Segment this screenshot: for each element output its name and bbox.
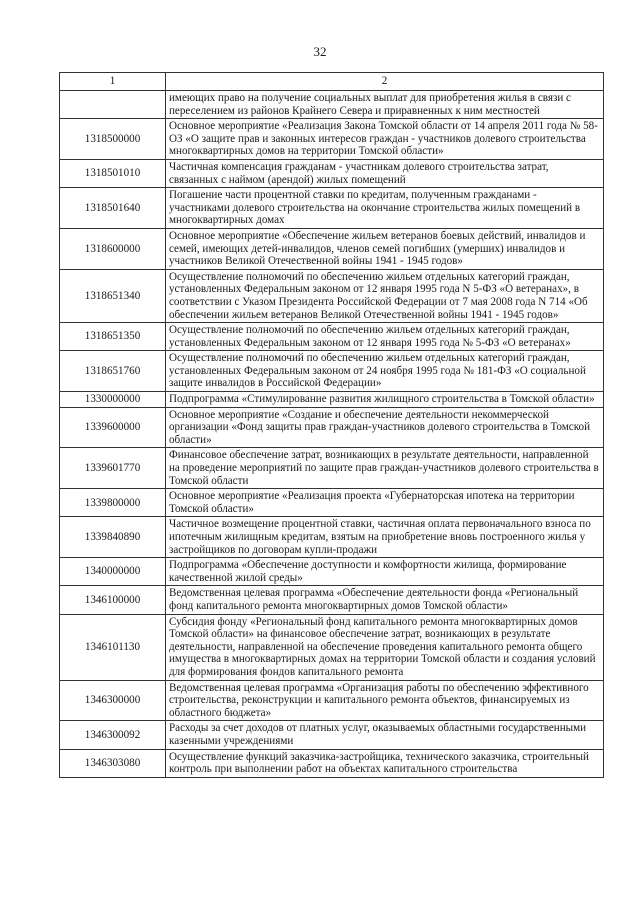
table-row [60, 489, 604, 517]
row-code: 1339800000 [60, 489, 166, 517]
table-row [60, 228, 604, 269]
row-description: Частичное возмещение процентной ставки, частичная оплата первоначального взноса по ипотечным жилищным кредитам, взятым на приобретение вновь построенного жилья у застройщиков по договорам купли-продажи [166, 517, 604, 558]
row-code: 1339601770 [60, 448, 166, 489]
row-code: 1346101130 [60, 614, 166, 680]
table-row [60, 159, 604, 187]
budget-classification-table [59, 72, 604, 778]
row-description: Основное мероприятие «Обеспечение жильем ветеранов боевых действий, инвалидов и семей, имеющих детей-инвалидов, членов семей погибших (умерших) инвалидов и участников Великой Отечественной войны 1941 - 1945 годов» [166, 228, 604, 269]
table-row [60, 517, 604, 558]
row-code: 1346300000 [60, 680, 166, 721]
row-code: 1318600000 [60, 228, 166, 269]
row-description: Основное мероприятие «Реализация проекта «Губернаторская ипотека на территории Томской области» [166, 489, 604, 517]
table-row [60, 407, 604, 448]
row-code: 1318651760 [60, 351, 166, 392]
row-description: Осуществление функций заказчика-застройщика, технического заказчика, строительный контроль при выполнении работ на объектах капитального строительства [166, 749, 604, 777]
row-code: 1339600000 [60, 407, 166, 448]
table-row [60, 586, 604, 614]
row-code: 1318651350 [60, 323, 166, 351]
table-header-row [60, 73, 604, 91]
row-code [60, 91, 166, 119]
table-row [60, 558, 604, 586]
row-description: Основное мероприятие «Реализация Закона Томской области от 14 апреля 2011 года № 58-ОЗ «О защите прав и законных интересов граждан - участников долевого строительства многоквартирных домов на территории Томской области» [166, 119, 604, 160]
row-description: Погашение части процентной ставки по кредитам, полученным гражданами - участниками долевого строительства на окончание строительства жилых помещений в многоквартирных домах [166, 188, 604, 229]
row-description: Финансовое обеспечение затрат, возникающих в результате деятельности, направленной на проведение мероприятий по защите прав граждан-участников долевого строительства в Томской области [166, 448, 604, 489]
table-row [60, 188, 604, 229]
table-row [60, 91, 604, 119]
row-code: 1346300092 [60, 721, 166, 749]
table-row [60, 721, 604, 749]
column-header-code: 1 [60, 73, 166, 91]
table-row [60, 680, 604, 721]
row-description: Расходы за счет доходов от платных услуг, оказываемых областными государственными казенными учреждениями [166, 721, 604, 749]
table-row [60, 119, 604, 160]
row-code: 1318500000 [60, 119, 166, 160]
row-description: Осуществление полномочий по обеспечению жильем отдельных категорий граждан, установленных Федеральным законом от 12 января 1995 года N 5-ФЗ «О ветеранах», в соответствии с Указом Президента Российской Федерации от 7 мая 2008 года N 714 «Об обеспечении жильем ветеранов Великой Отечественной войны 1941 - 1945 годов» [166, 269, 604, 322]
table-row [60, 749, 604, 777]
row-code: 1346100000 [60, 586, 166, 614]
row-code: 1340000000 [60, 558, 166, 586]
row-code: 1318501010 [60, 159, 166, 187]
row-description: Подпрограмма «Стимулирование развития жилищного строительства в Томской области» [166, 392, 604, 408]
row-description: Основное мероприятие «Создание и обеспечение деятельности некоммерческой организации «Фонд защиты прав граждан-участников долевого строительства в Томской области» [166, 407, 604, 448]
row-code: 1339840890 [60, 517, 166, 558]
table-row [60, 392, 604, 408]
table-row [60, 448, 604, 489]
table-row [60, 323, 604, 351]
row-description: Субсидия фонду «Региональный фонд капитального ремонта многоквартирных домов Томской области» на финансовое обеспечение затрат, возникающих в результате деятельности, направленной на обеспечение проведения капитального ремонта общего имущества в многоквартирных домах на территории Томской области и создания условий для формирования фондов капитального ремонта [166, 614, 604, 680]
page-number: 32 [313, 44, 327, 59]
row-description: имеющих право на получение социальных выплат для приобретения жилья в связи с переселением из районов Крайнего Севера и приравненных к ним местностей [166, 91, 604, 119]
row-description: Ведомственная целевая программа «Организация работы по обеспечению эффективного строительства, реконструкции и капитального ремонта объектов, финансируемых из областного бюджета» [166, 680, 604, 721]
row-description: Осуществление полномочий по обеспечению жильем отдельных категорий граждан, установленных Федеральным законом от 12 января 1995 года № 5-ФЗ «О ветеранах» [166, 323, 604, 351]
row-description: Частичная компенсация гражданам - участникам долевого строительства затрат, связанных с наймом (арендой) жилых помещений [166, 159, 604, 187]
row-code: 1318501640 [60, 188, 166, 229]
row-description: Подпрограмма «Обеспечение доступности и комфортности жилища, формирование качественной жилой среды» [166, 558, 604, 586]
row-description: Ведомственная целевая программа «Обеспечение деятельности фонда «Региональный фонд капитального ремонта многоквартирных домов Томской области» [166, 586, 604, 614]
row-code: 1346303080 [60, 749, 166, 777]
table-row [60, 351, 604, 392]
column-header-description: 2 [166, 73, 604, 91]
table-row [60, 269, 604, 322]
row-description: Осуществление полномочий по обеспечению жильем отдельных категорий граждан, установленных Федеральным законом от 24 ноября 1995 года № 181-ФЗ «О социальной защите инвалидов в Российской Федерации» [166, 351, 604, 392]
table-row [60, 614, 604, 680]
row-code: 1330000000 [60, 392, 166, 408]
row-code: 1318651340 [60, 269, 166, 322]
